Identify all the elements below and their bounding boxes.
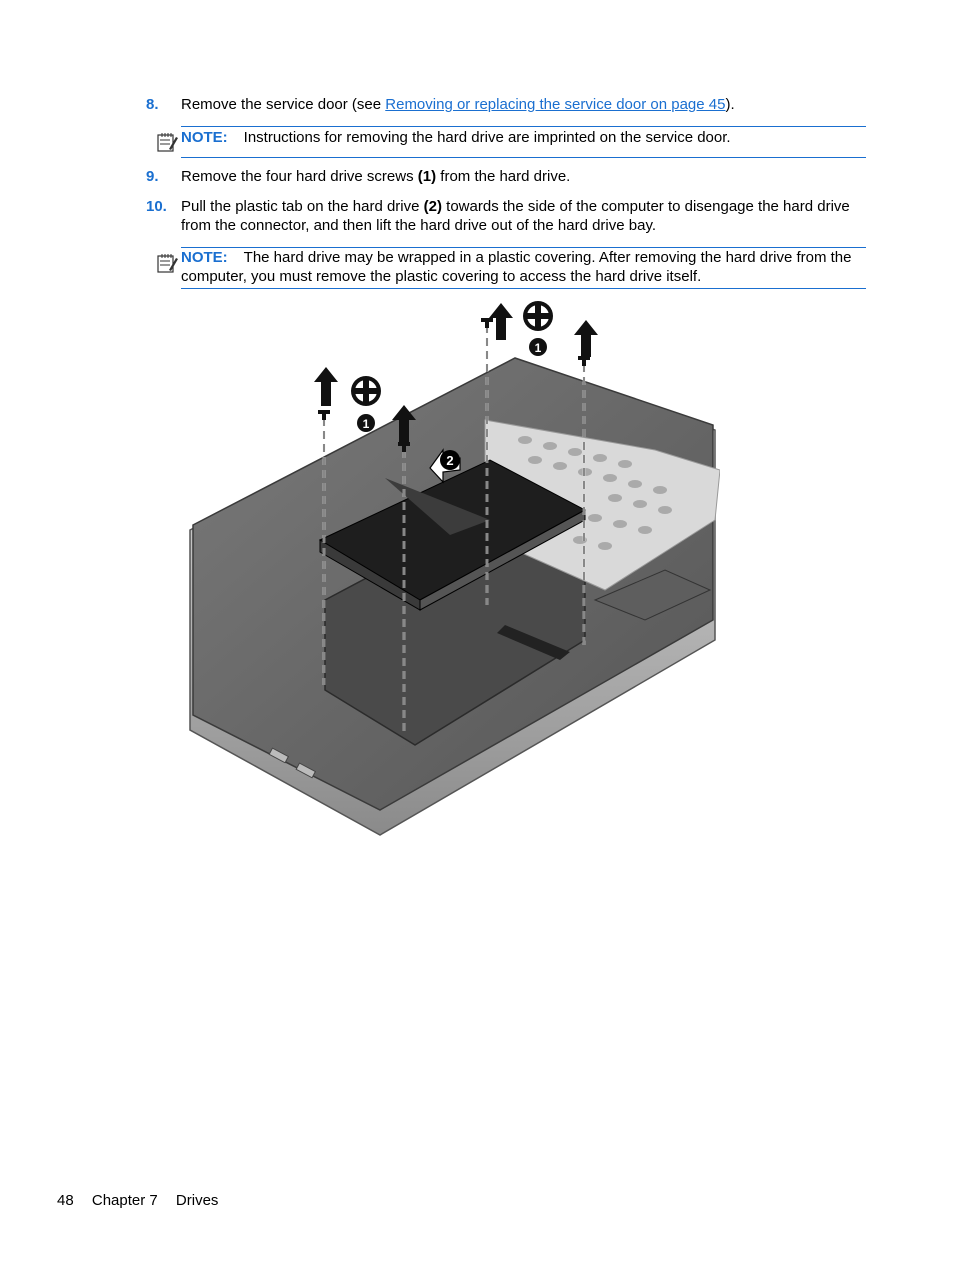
callout-1-number: 1 (362, 417, 370, 431)
callout-2-number: 2 (446, 453, 454, 468)
note-box (181, 126, 866, 158)
note-icon (156, 131, 178, 153)
step-text-pre: Remove the service door (see (181, 96, 386, 113)
note-label: NOTE: (181, 249, 228, 266)
note-icon (156, 252, 178, 274)
note-text (181, 248, 866, 286)
step-text-pre: Pull the plastic tab on the hard drive (181, 198, 424, 215)
callout-1-number: 1 (534, 341, 542, 355)
step-text (181, 197, 871, 235)
hard-drive-removal-illustration (185, 300, 720, 840)
chapter-label: Chapter 7 (91, 1192, 158, 1209)
note-label: NOTE: (181, 129, 228, 146)
step-number: 8. (146, 96, 159, 113)
note-body: Instructions for removing the hard drive are imprinted on the service door. (243, 129, 731, 146)
section-label: Drives (175, 1192, 219, 1209)
step-number: 10. (146, 198, 167, 215)
step-text (181, 167, 871, 186)
note-body: The hard drive may be wrapped in a plastic covering. After removing the hard drive from the computer, you must remove the plastic covering to access the hard drive itself. (181, 249, 852, 285)
step-text-post: towards the side of the computer to disengage the hard drive from the connector, and then lift the hard drive out of the hard drive bay. (181, 198, 850, 234)
service-door-link[interactable]: Removing or replacing the service door on page 45 (385, 96, 726, 113)
step-text-post: ). (725, 96, 735, 113)
page-number: 48 (57, 1192, 74, 1209)
callout-ref: (2) (423, 198, 442, 215)
step-text (181, 95, 871, 114)
page-footer (57, 1192, 232, 1209)
phillips-screwdriver-icon (351, 376, 381, 406)
step-number: 9. (146, 168, 159, 185)
step-text-pre: Remove the four hard drive screws (181, 168, 418, 185)
step-text-post: from the hard drive. (436, 168, 571, 185)
note-box (181, 247, 866, 289)
note-text (181, 127, 866, 147)
callout-ref: (1) (417, 168, 437, 185)
phillips-screwdriver-icon (523, 301, 553, 331)
